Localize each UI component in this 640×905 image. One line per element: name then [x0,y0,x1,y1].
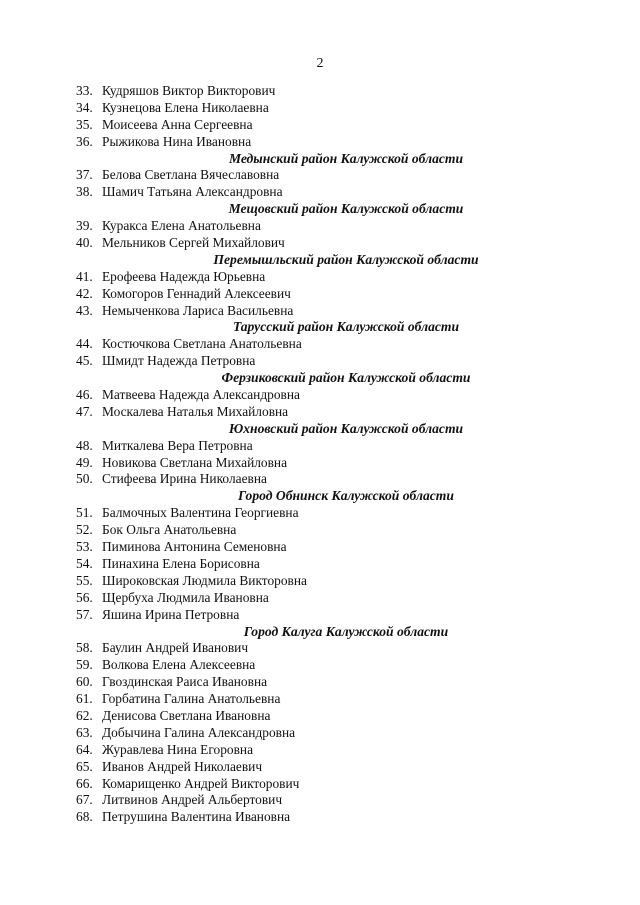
list-item [76,759,556,776]
person-name: Москалева Наталья Михайловна [102,403,289,419]
item-number: 59. [76,657,93,673]
person-name: Баулин Андрей Иванович [102,640,249,656]
person-name: Шмидт Надежда Петровна [102,353,256,369]
list-item [76,657,556,674]
section-heading: Город Обнинск Калужской области [238,488,454,504]
list-item [76,100,556,117]
list-item [76,539,556,556]
item-number: 67. [76,792,93,808]
list-item [76,590,556,607]
item-number: 66. [76,775,93,791]
item-number: 35. [76,116,93,132]
person-name: Куракса Елена Анатольевна [102,218,261,234]
item-number: 45. [76,353,93,369]
list-item [76,269,556,286]
person-name: Щербуха Людмила Ивановна [102,589,269,605]
list-item [76,792,556,809]
person-name: Комогоров Геннадий Алексеевич [102,285,291,301]
list-item [76,438,556,455]
list-item [76,607,556,624]
person-name: Кузнецова Елена Николаевна [102,99,269,115]
person-name: Балмочных Валентина Георгиевна [102,505,299,521]
list-item [76,522,556,539]
item-number: 65. [76,758,93,774]
list-item [76,83,556,100]
item-number: 56. [76,589,93,605]
item-number: 33. [76,83,93,98]
person-name: Пиминова Антонина Семеновна [102,539,287,555]
person-name: Миткалева Вера Петровна [102,437,253,453]
list-item [76,336,556,353]
person-name: Денисова Светлана Ивановна [102,707,271,723]
item-number: 51. [76,505,93,521]
person-name: Яшина Ирина Петровна [102,606,240,622]
item-number: 47. [76,403,93,419]
item-number: 60. [76,674,93,690]
person-name: Иванов Андрей Николаевич [102,758,263,774]
list-item [76,117,556,134]
list-item [76,640,556,657]
item-number: 58. [76,640,93,656]
list-item [76,218,556,235]
person-name: Матвеева Надежда Александровна [102,387,300,403]
person-name: Гвоздинская Раиса Ивановна [102,674,268,690]
list-item [76,725,556,742]
person-name: Пинахина Елена Борисовна [102,555,260,571]
item-number: 43. [76,302,93,318]
section-heading: Мещовский район Калужской области [228,201,464,217]
item-number: 42. [76,285,93,301]
person-name: Белова Светлана Вячеславовна [102,167,280,183]
list-item [76,303,556,320]
person-name: Петрушина Валентина Ивановна [102,809,291,825]
item-number: 62. [76,707,93,723]
list-item [76,134,556,151]
item-number: 63. [76,724,93,740]
person-name: Костючкова Светлана Анатольевна [102,336,302,352]
item-number: 48. [76,437,93,453]
person-name: Комарищенко Андрей Викторович [102,775,300,791]
item-number: 38. [76,184,93,200]
item-number: 49. [76,454,93,470]
person-name: Волкова Елена Алексеевна [102,657,256,673]
list-item [76,404,556,421]
item-number: 54. [76,555,93,571]
list-item [76,455,556,472]
list-item [76,235,556,252]
item-number: 61. [76,691,93,707]
item-number: 52. [76,522,93,538]
list-item [76,505,556,522]
person-name: Новикова Светлана Михайловна [102,454,288,470]
item-number: 46. [76,387,93,403]
list-item [76,674,556,691]
section-heading: Ферзиковский район Калужской области [221,370,471,386]
list-item [76,776,556,793]
item-number: 37. [76,167,93,183]
list-item [76,387,556,404]
list-item [76,167,556,184]
person-name: Широковская Людмила Викторовна [102,572,307,588]
item-number: 40. [76,235,93,251]
person-name: Ерофеева Надежда Юрьевна [102,268,266,284]
list-item [76,556,556,573]
item-number: 53. [76,539,93,555]
list-item [76,708,556,725]
page-number: 2 [316,56,324,71]
item-number: 41. [76,268,93,284]
name-list [76,83,556,826]
section-heading: Медынский район Калужской области [228,150,464,166]
list-item [76,353,556,370]
person-name: Журавлева Нина Егоровна [102,741,254,757]
person-name: Стифеева Ирина Николаевна [102,471,267,487]
list-item [76,573,556,590]
person-name: Литвинов Андрей Альбертович [102,792,283,808]
item-number: 55. [76,572,93,588]
person-name: Мельников Сергей Михайлович [102,235,285,251]
person-name: Шамич Татьяна Александровна [102,184,283,200]
section-heading: Перемышльский район Калужской области [213,251,479,267]
item-number: 50. [76,471,93,487]
list-item [76,471,556,488]
item-number: 68. [76,809,93,825]
person-name: Рыжикова Нина Ивановна [102,133,252,149]
person-name: Кудряшов Виктор Викторович [102,83,276,98]
list-item [76,184,556,201]
section-heading: Город Калуга Калужской области [243,623,449,639]
section-heading: Тарусский район Калужской области [232,319,460,335]
item-number: 44. [76,336,93,352]
list-item [76,742,556,759]
list-item [76,286,556,303]
person-name: Добычина Галина Александровна [102,724,296,740]
person-name: Бок Ольга Анатольевна [102,522,237,538]
person-name: Моисеева Анна Сергеевна [102,116,253,132]
person-name: Горбатина Галина Анатольевна [102,691,281,707]
list-item [76,691,556,708]
list-item [76,809,556,826]
item-number: 36. [76,133,93,149]
item-number: 64. [76,741,93,757]
item-number: 39. [76,218,93,234]
item-number: 57. [76,606,93,622]
section-heading: Юхновский район Калужской области [228,420,464,436]
person-name: Немыченкова Лариса Васильевна [102,302,294,318]
item-number: 34. [76,99,93,115]
